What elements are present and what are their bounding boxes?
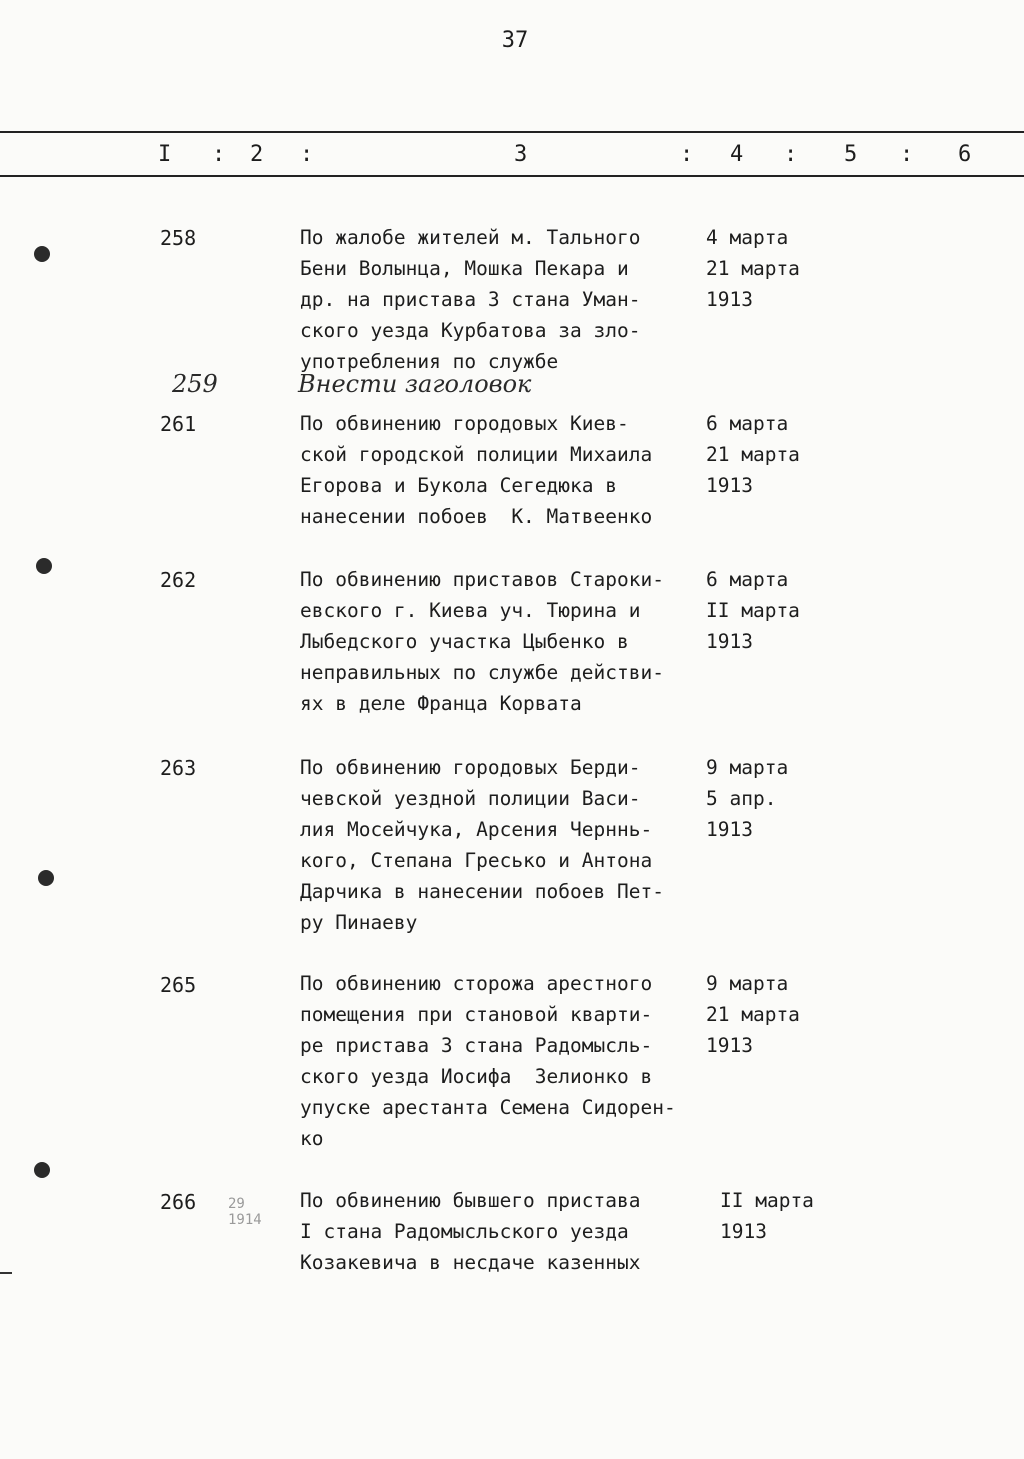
entry-number: 263 bbox=[160, 756, 197, 780]
entry-dates: 6 марта II марта 1913 bbox=[706, 568, 800, 653]
column-separator: : bbox=[300, 142, 314, 167]
entry-description: По обвинению бывшего пристава I стана Радомысльского уезда Козакевича в несдаче казенных bbox=[300, 1189, 641, 1274]
column-header-1: I bbox=[158, 142, 172, 167]
entry-description: По обвинению приставов Староки- евского г. Киева уч. Тюрина и Лыбедского участка Цыбенко в неправильных по службе действи- ях в деле Франца Корвата bbox=[300, 568, 664, 715]
handwritten-number: 259 bbox=[172, 370, 218, 398]
faint-marginal-note: 29 1914 bbox=[228, 1196, 262, 1228]
entry-number: 262 bbox=[160, 568, 197, 592]
entry-description: По обвинению городовых Берди- чевской уездной полиции Васи- лия Мосейчука, Арсения Черннь- кого, Степана Гресько и Антона Дарчика в нанесении побоев Пет- ру Пинаеву bbox=[300, 756, 664, 934]
column-header-row bbox=[0, 142, 1024, 170]
punch-hole bbox=[36, 558, 52, 574]
margin-mark bbox=[0, 1272, 12, 1274]
entry-dates: 6 марта 21 марта 1913 bbox=[706, 412, 800, 497]
entry-number: 265 bbox=[160, 973, 197, 997]
entry-dates: 9 марта 5 апр. 1913 bbox=[706, 756, 789, 841]
column-separator: : bbox=[212, 142, 226, 167]
entry-number: 258 bbox=[160, 226, 197, 250]
page-number: 37 bbox=[501, 28, 529, 53]
column-header-2: 2 bbox=[250, 142, 264, 167]
column-separator: : bbox=[680, 142, 694, 167]
entry-dates: II марта 1913 bbox=[720, 1189, 814, 1243]
entry-description: По обвинению сторожа арестного помещения при становой кварти- ре пристава 3 стана Радомысль- ского уезда Иосифа Зелионко в упуске арестанта Семена Сидорен- ко bbox=[300, 972, 676, 1150]
punch-hole bbox=[34, 1162, 50, 1178]
punch-hole bbox=[34, 246, 50, 262]
punch-hole bbox=[38, 870, 54, 886]
column-header-6: 6 bbox=[958, 142, 972, 167]
entry-description: По жалобе жителей м. Тального Бени Волынца, Мошка Пекара и др. на пристава 3 стана Уман- ского уезда Курбатова за зло- употребления по службе bbox=[300, 226, 641, 373]
column-separator: : bbox=[784, 142, 798, 167]
entry-number: 261 bbox=[160, 412, 197, 436]
column-header-4: 4 bbox=[730, 142, 744, 167]
column-separator: : bbox=[900, 142, 914, 167]
entry-dates: 4 марта 21 марта 1913 bbox=[706, 226, 800, 311]
handwritten-note: Внести заголовок bbox=[298, 370, 532, 398]
entry-number: 266 bbox=[160, 1190, 197, 1214]
header-rule-bottom bbox=[0, 175, 1024, 177]
entry-description: По обвинению городовых Киев- ской городской полиции Михаила Егорова и Букола Сегедюка в нанесении побоев К. Матвеенко bbox=[300, 412, 653, 528]
entry-dates: 9 марта 21 марта 1913 bbox=[706, 972, 800, 1057]
header-rule-top bbox=[0, 131, 1024, 133]
column-header-3: 3 bbox=[514, 142, 528, 167]
column-header-5: 5 bbox=[844, 142, 858, 167]
